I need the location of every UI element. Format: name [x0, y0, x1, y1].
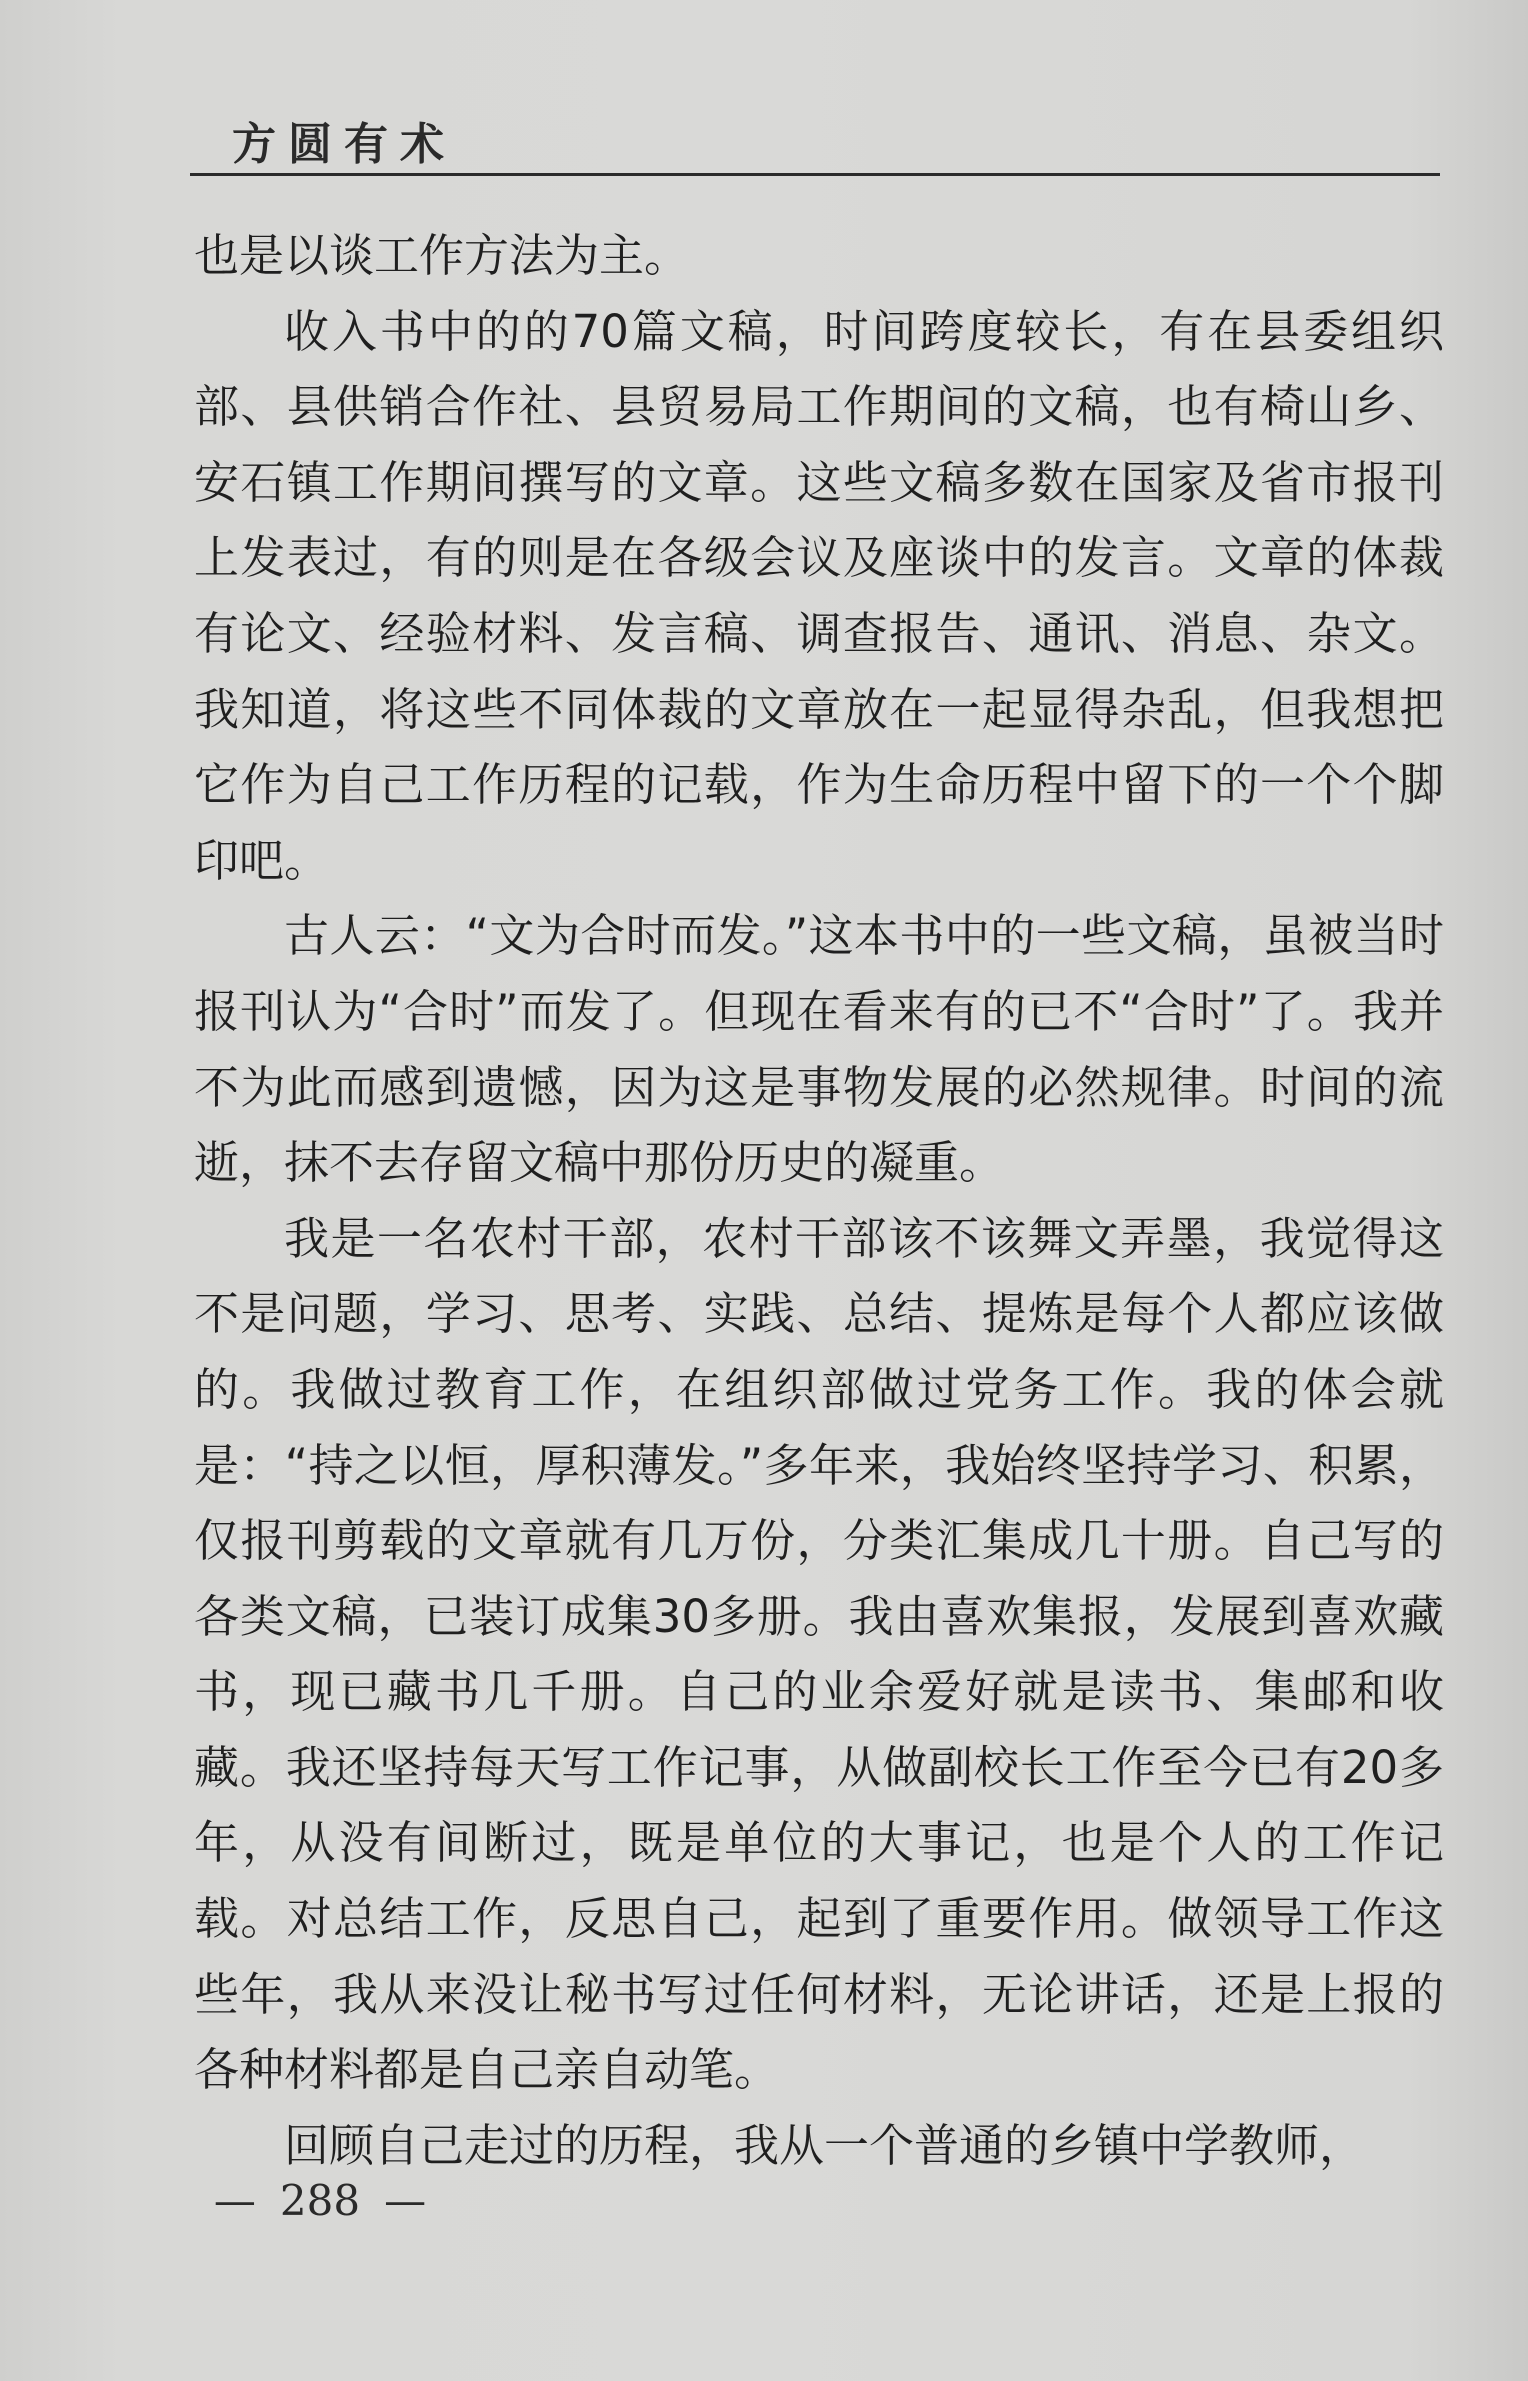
paragraph-continuation: 也是以谈工作方法为主。: [194, 229, 690, 282]
footer-dash-right: —: [384, 2176, 427, 2225]
body-text: [194, 218, 1444, 2183]
paragraph: 收入书中的的70篇文稿，时间跨度较长，有在县委组织部、县供销合作社、县贸易局工作期间的文稿，也有椅山乡、安石镇工作期间撰写的文章。这些文稿多数在国家及省市报刊上发表过，有的则是在各级会议及座谈中的发言。文章的体裁有论文、经验材料、发言稿、调查报告、通讯、消息、杂文。我知道，将这些不同体裁的文章放在一起显得杂乱，但我想把它作为自己工作历程的记载，作为生命历程中留下的一个个脚印吧。: [194, 304, 1444, 887]
page-number-footer: [0, 2176, 640, 2225]
paragraph: 我是一名农村干部，农村干部该不该舞文弄墨，我觉得这不是问题，学习、思考、实践、总结、提炼是每个人都应该做的。我做过教育工作，在组织部做过党务工作。我的体会就是：“持之以恒，厚积薄发。”多年来，我始终坚持学习、积累，仅报刊剪载的文章就有几万份，分类汇集成几十册。自己写的各类文稿，已装订成集30多册。我由喜欢集报，发展到喜欢藏书，现已藏书几千册。自己的业余爱好就是读书、集邮和收藏。我还坚持每天写工作记事，从做副校长工作至今已有20多年，从没有间断过，既是单位的大事记，也是个人的工作记载。对总结工作，反思自己，起到了重要作用。做领导工作这些年，我从来没让秘书写过任何材料，无论讲话，还是上报的各种材料都是自己亲自动笔。: [194, 1211, 1444, 2097]
running-header-title: 方圆有术: [232, 119, 456, 170]
paragraph: 古人云：“文为合时而发。”这本书中的一些文稿，虽被当时报刊认为“合时”而发了。但现在看来有的已不“合时”了。我并不为此而感到遗憾，因为这是事物发展的必然规律。时间的流逝，抹不去存留文稿中那份历史的凝重。: [194, 909, 1444, 1190]
paragraph: 回顾自己走过的历程，我从一个普通的乡镇中学教师，: [284, 2118, 1365, 2172]
footer-dash-left: —: [213, 2176, 256, 2225]
page-number: 288: [279, 2176, 361, 2225]
header-rule: [190, 173, 1440, 176]
